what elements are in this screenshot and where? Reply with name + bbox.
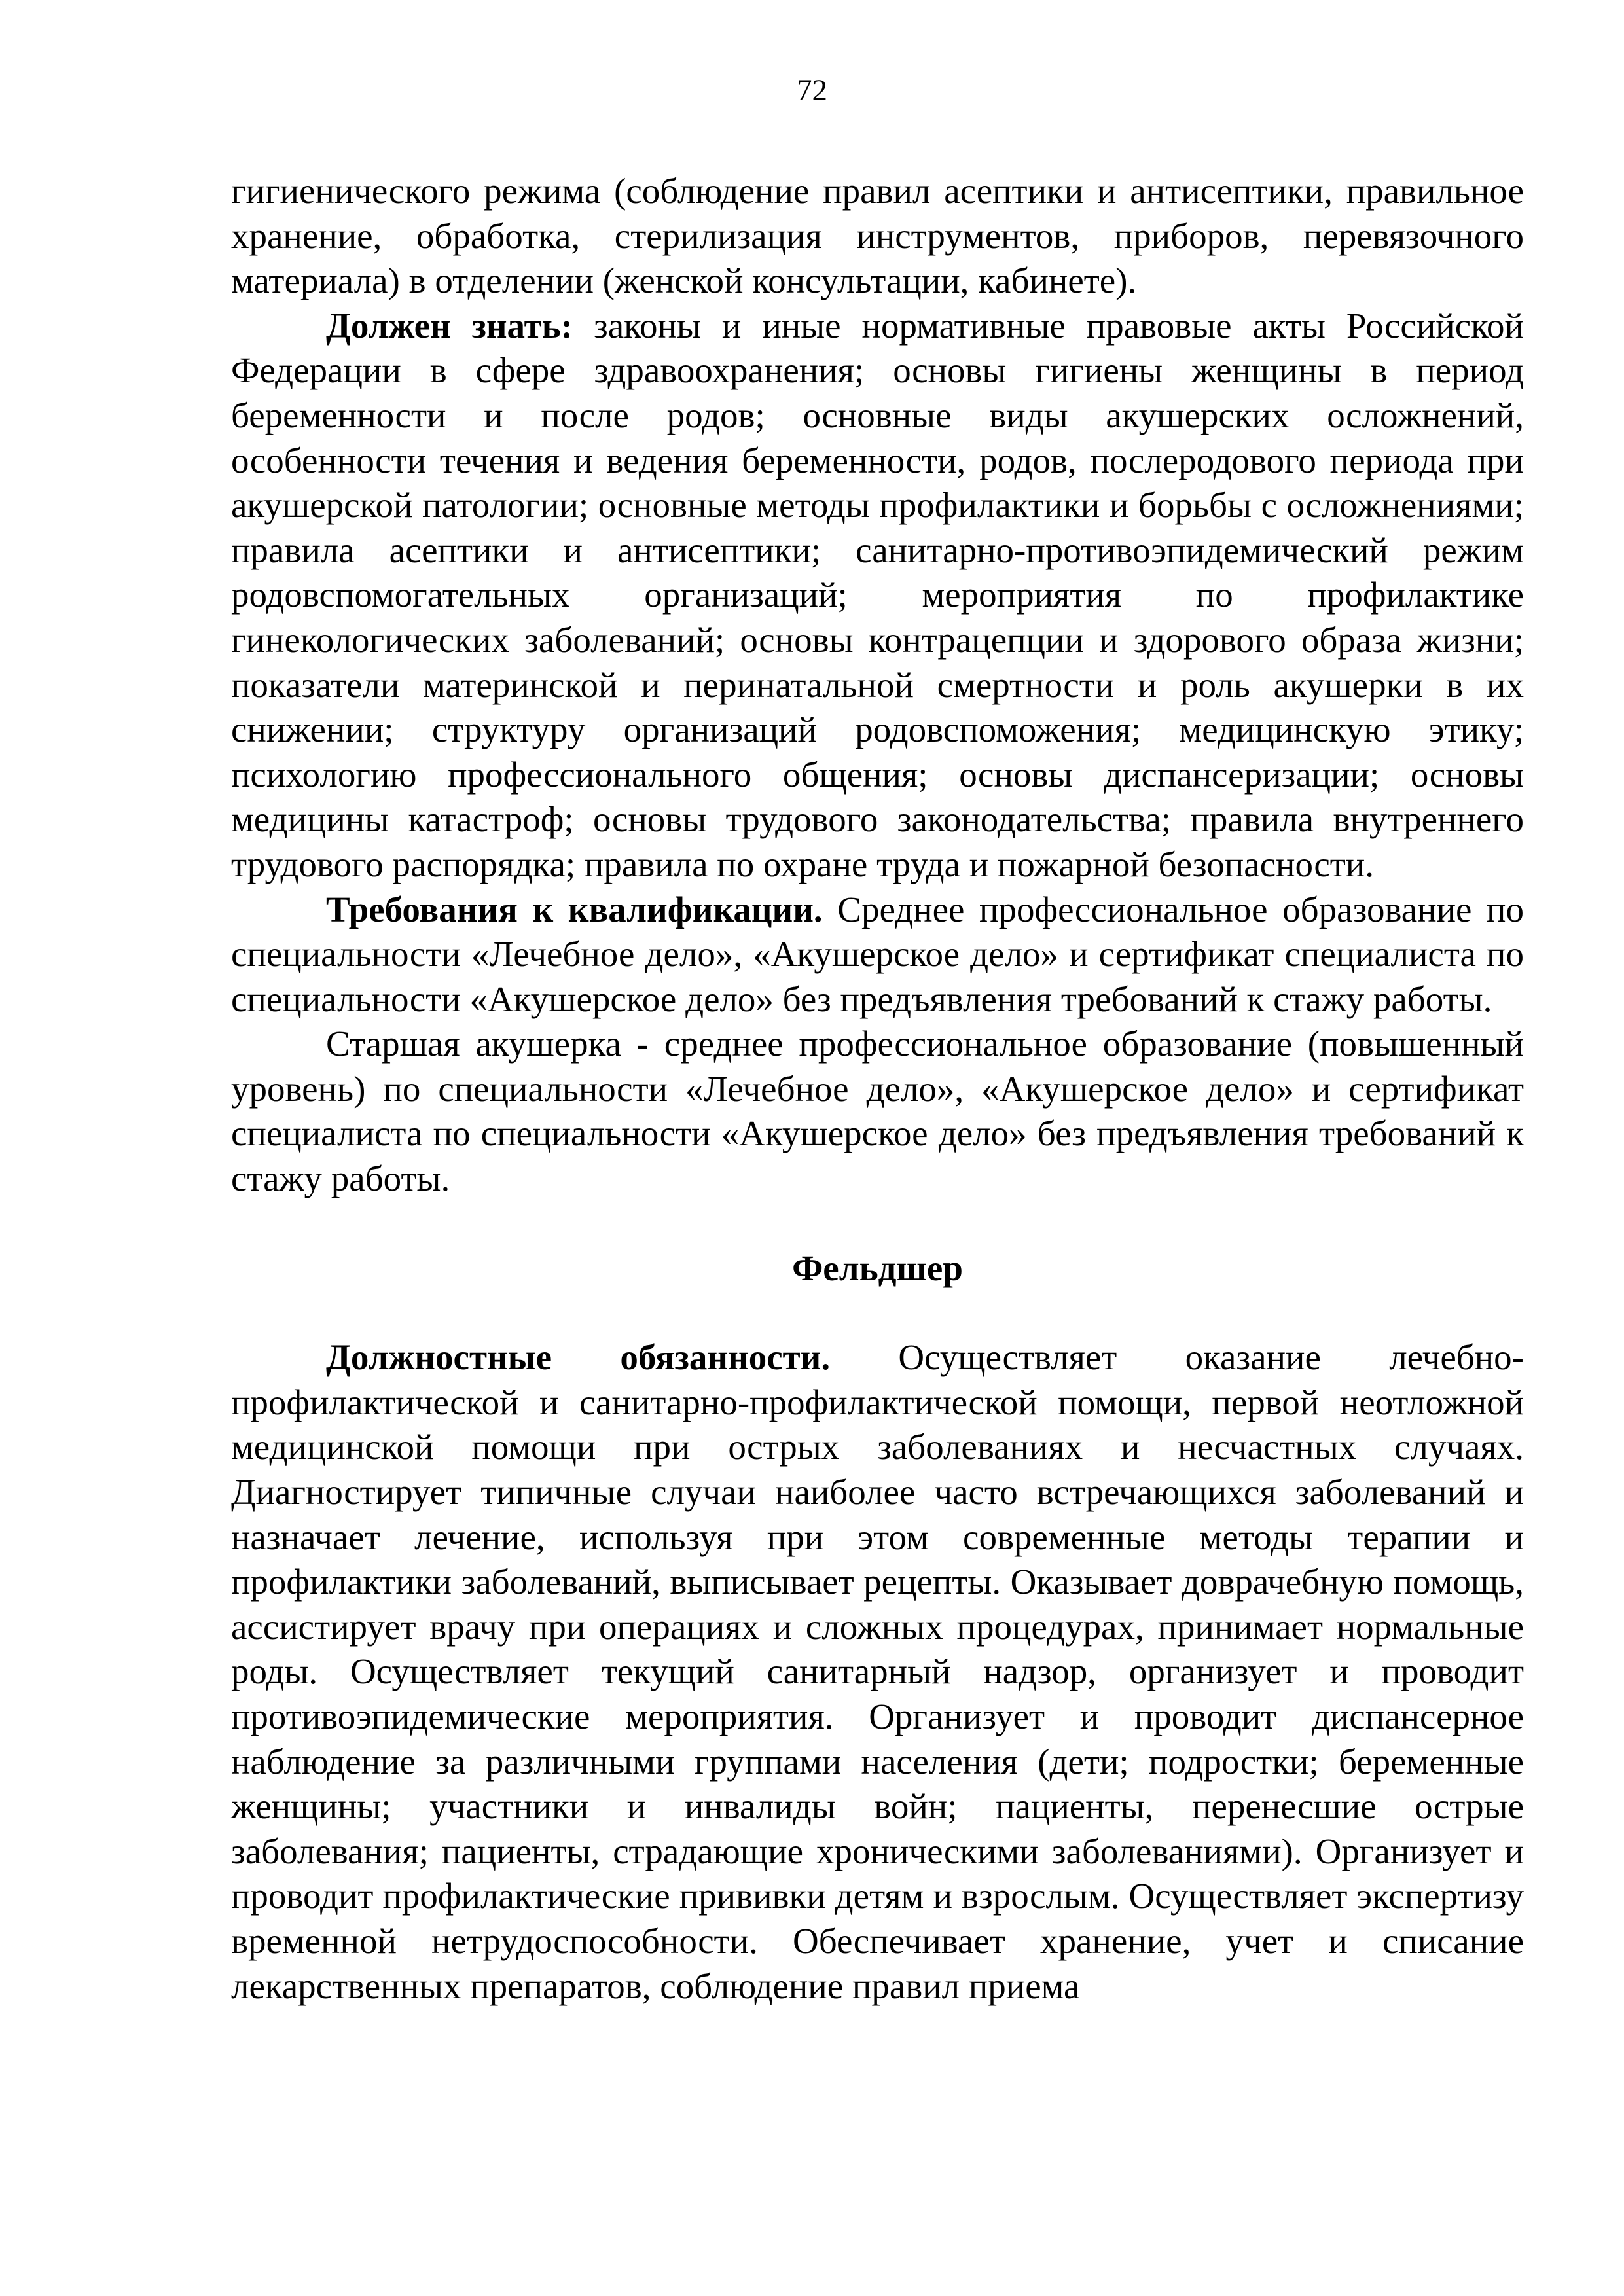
qualification-label: Требования к квалификации. bbox=[326, 889, 823, 929]
knowledge-paragraph bbox=[231, 304, 1524, 888]
qualification-text: Среднее профессиональное образование по специальности «Лечебное дело», «Акушерское дело» и сертификат специалиста по специальности «Акушерское дело» без предъявления требований к стажу работы. bbox=[231, 889, 1524, 1019]
duties-text: Осуществляет оказание лечебно-профилактической и санитарно-профилактической помощи, первой неотложной медицинской помощи при острых заболеваниях и несчастных случаях. Диагностирует типичные случаи наиболее часто встречающихся заболеваний и назначает лечение, используя при этом современные методы терапии и профилактики заболеваний, выписывает рецепты. Оказывает доврачебную помощь, ассистирует врачу при операциях и сложных процедурах, принимает нормальные роды. Осуществляет текущий санитарный надзор, организует и проводит противоэпидемические мероприятия. Организует и проводит диспансерное наблюдение за различными группами населения (дети; подростки; беременные женщины; участники и инвалиды войн; пациенты, перенесшие острые заболевания; пациенты, страдающие хроническими заболеваниями). Организует и проводит профилактические прививки детям и взрослым. Осуществляет экспертизу временной нетрудоспособности. Обеспечивает хранение, учет и списание лекарственных препаратов, соблюдение правил приема bbox=[231, 1337, 1524, 2006]
section-title: Фельдшер bbox=[792, 1247, 963, 1288]
knowledge-label: Должен знать: bbox=[326, 305, 573, 346]
knowledge-text: законы и иные нормативные правовые акты Российской Федерации в сфере здравоохранения; основы гигиены женщины в период беременности и после родов; основные виды акушерских осложнений, особенности течения и ведения беременности, родов, послеродового периода при акушерской патологии; основные методы профилактики и борьбы с осложнениями; правила асептики и антисептики; санитарно-противоэпидемический режим родовспомогательных организаций; мероприятия по профилактике гинекологических заболеваний; основы контрацепции и здорового образа жизни; показатели материнской и перинатальной смертности и роль акушерки в их снижении; структуру организаций родовспоможения; медицинскую этику; психологию профессионального общения; основы диспансеризации; основы медицины катастроф; основы трудового законодательства; правила внутреннего трудового распорядка; правила по охране труда и пожарной безопасности. bbox=[231, 305, 1524, 884]
intro-paragraph: гигиенического режима (соблюдение правил асептики и антисептики, правильное хранение, обработка, стерилизация инструментов, приборов, перевязочного материала) в отделении (женской консультации, кабинете). bbox=[231, 171, 1524, 301]
duties-paragraph bbox=[231, 1335, 1524, 2009]
page-number: 72 bbox=[797, 73, 827, 107]
duties-label: Должностные обязанности. bbox=[326, 1337, 831, 1378]
qualification-paragraph bbox=[231, 888, 1524, 1022]
document-body bbox=[231, 169, 1524, 2009]
senior-midwife-paragraph: Старшая акушерка - среднее профессиональное образование (повышенный уровень) по специальности «Лечебное дело», «Акушерское дело» и сертификат специалиста по специальности «Акушерское дело» без предъявления требований к стажу работы. bbox=[231, 1024, 1524, 1199]
